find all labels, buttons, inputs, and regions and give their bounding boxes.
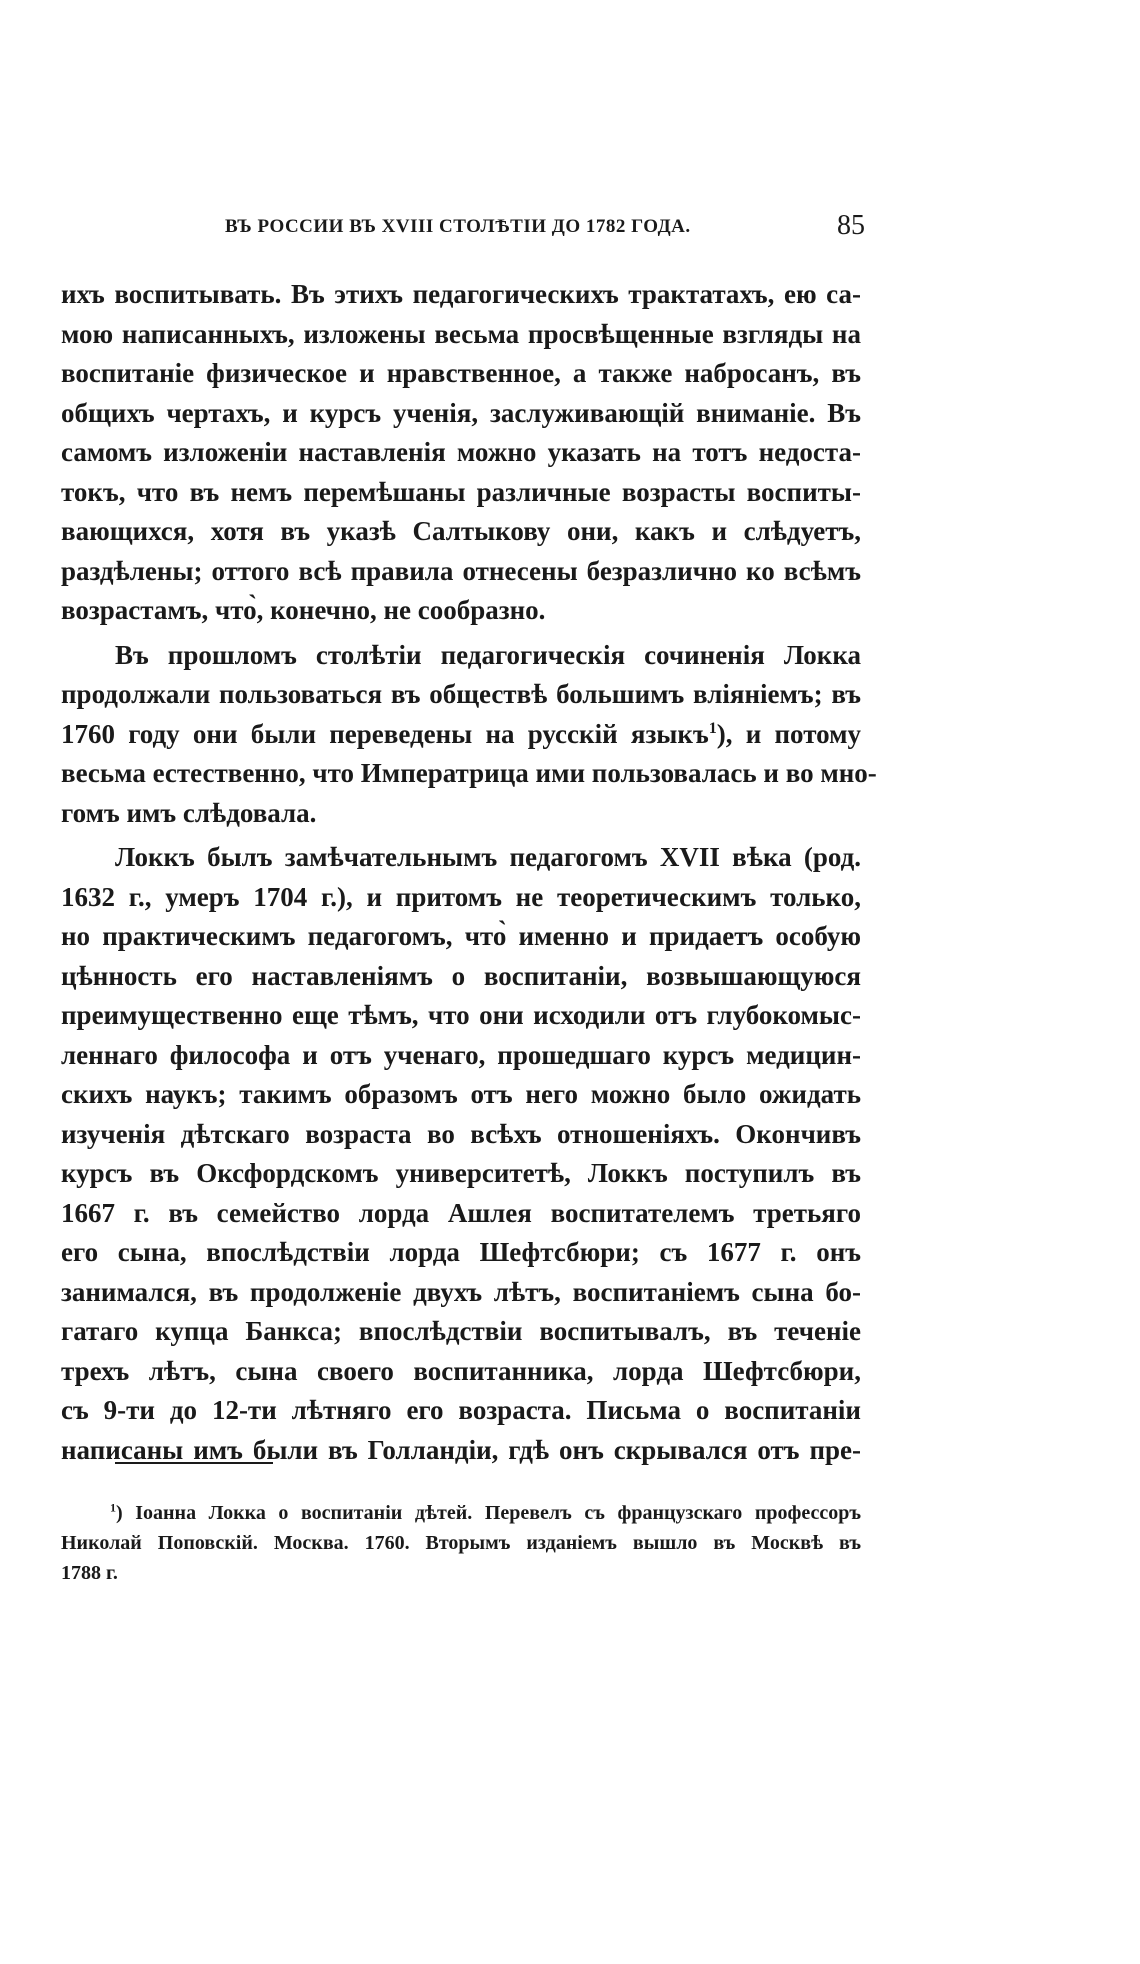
running-head: ВЪ РОССИИ ВЪ XVIII СТОЛѢТІИ ДО 1782 ГОДА.	[225, 216, 691, 237]
text-segment: ), и потому	[716, 718, 861, 749]
footnote-divider	[115, 1462, 273, 1464]
text-line: 1667 г. въ семейство лорда Ашлея воспитателемъ третьяго	[61, 1197, 861, 1228]
paragraph-1	[61, 275, 861, 631]
text-line-with-footnote-ref	[61, 715, 861, 755]
footnote-line: Николай Поповскій. Москва. 1760. Вторымъ изданіемъ вышло въ Москвѣ въ	[61, 1532, 861, 1554]
text-line: ихъ воспитывать. Въ этихъ педагогическихъ трактатахъ, ею са-	[61, 279, 861, 309]
footnote	[61, 1498, 861, 1588]
text-line: но практическимъ педагогомъ, что̀ именно и придаетъ особую	[61, 921, 861, 951]
text-line: гатаго купца Банкса; впослѣдствіи воспитывалъ, въ теченіе	[61, 1316, 861, 1346]
text-line: самомъ изложеніи наставленія можно указать на тотъ недоста-	[61, 437, 861, 467]
text-line: скихъ наукъ; такимъ образомъ отъ него можно было ожидать	[61, 1079, 861, 1109]
page-header	[225, 210, 865, 250]
page-number: 85	[837, 210, 865, 241]
text-line: Локкъ былъ замѣчательнымъ педагогомъ XVII вѣка (род.	[115, 842, 861, 872]
text-line: весьма естественно, что Императрица ими пользовалась и во мно-	[61, 758, 877, 788]
text-segment: 1760 году они были переведены на русскій языкъ	[61, 718, 709, 749]
text-line: токъ, что въ немъ перемѣшаны различные возрасты воспиты-	[61, 476, 861, 507]
text-line: изученія дѣтскаго возраста во всѣхъ отношеніяхъ. Окончивъ	[61, 1118, 861, 1149]
body-text	[61, 275, 877, 1470]
text-line: съ 9-ти до 12-ти лѣтняго его возраста. Письма о воспитаніи	[61, 1395, 861, 1425]
footnote-line: 1788 г.	[61, 1562, 118, 1584]
text-line: Въ прошломъ столѣтіи педагогическія сочиненія Локка	[115, 639, 861, 670]
text-line: гомъ имъ слѣдовала.	[61, 797, 317, 828]
text-line: 1632 г., умеръ 1704 г.), и притомъ не теоретическимъ только,	[61, 881, 861, 912]
text-line: его сына, впослѣдствіи лорда Шефтсбюри; съ 1677 г. онъ	[61, 1237, 861, 1267]
text-line: возрастамъ, что̀, конечно, не сообразно.	[61, 595, 546, 625]
text-line: общихъ чертахъ, и курсъ ученія, заслуживающій вниманіе. Въ	[61, 397, 861, 428]
text-line: курсъ въ Оксфордскомъ университетѣ, Локкъ поступилъ въ	[61, 1158, 861, 1188]
text-line: занимался, въ продолженіе двухъ лѣтъ, воспитаніемъ сына бо-	[61, 1276, 861, 1307]
footnote-reference[interactable]: 1	[708, 718, 717, 737]
footnote-line	[61, 1498, 861, 1528]
text-line: мою написанныхъ, изложены весьма просвѣщенные взгляды на	[61, 318, 861, 349]
footnote-marker: 1	[110, 1500, 116, 1515]
text-line: леннаго философа и отъ ученаго, прошедшаго курсъ медицин-	[61, 1039, 861, 1070]
text-line: цѣнность его наставленіямъ о воспитаніи, возвышающуюся	[61, 960, 861, 991]
text-line: воспитаніе физическое и нравственное, а также набросанъ, въ	[61, 358, 861, 388]
text-line: продолжали пользоваться въ обществѣ большимъ вліяніемъ; въ	[61, 679, 861, 709]
text-line: написаны имъ были въ Голландіи, гдѣ онъ скрывался отъ пре-	[61, 1434, 861, 1465]
text-line: преимущественно еще тѣмъ, что они исходили отъ глубокомыс-	[61, 1000, 861, 1030]
text-segment: ) Іоанна Локка о воспитаніи дѣтей. Перевелъ съ французскаго профессоръ	[116, 1502, 861, 1524]
text-line: вающихся, хотя въ указѣ Салтыкову они, какъ и слѣдуетъ,	[61, 516, 861, 546]
text-line: раздѣлены; оттого всѣ правила отнесены безразлично ко всѣмъ	[61, 555, 861, 586]
text-line: трехъ лѣтъ, сына своего воспитанника, лорда Шефтсбюри,	[61, 1355, 861, 1386]
paragraph-2	[61, 636, 877, 834]
paragraph-3	[61, 838, 861, 1470]
